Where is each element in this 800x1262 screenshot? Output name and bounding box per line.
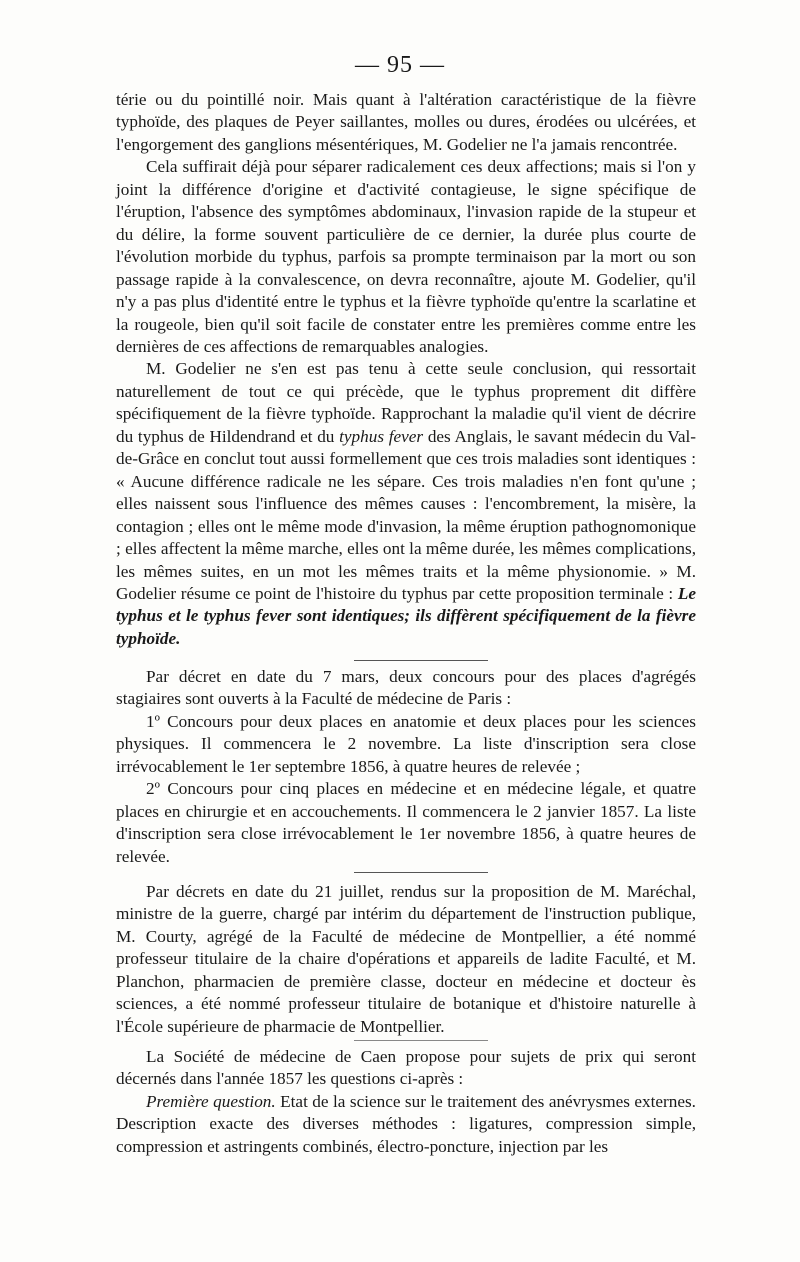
italic-term: typhus fever <box>339 426 424 446</box>
paragraph: 1º Concours pour deux places en anatomie et deux places pour les sciences physiques. Il commencera le 2 novembre. La liste d'inscription sera close irrévocablement le 1er septembre 1856, à quatre heures de relevée ; <box>116 711 696 776</box>
paragraph: Par décrets en date du 21 juillet, rendus sur la proposition de M. Maréchal, ministre de la guerre, chargé par intérim du département de l'instruction publique, M. Courty, agrégé de la Faculté de médecine de Montpellier, a été nommé professeur titulaire de la chaire d'opérations et appareils de ladite Faculté, et M. Planchon, pharmacien de première classe, docteur en médecine et docteur ès sciences, a été nommé professeur titulaire de botanique et d'histoire naturelle à l'École supérieure de pharmacie de Montpellier. <box>116 882 696 1036</box>
paragraph-text: des Anglais, le savant médecin du Val-de-Grâce en conclut tout aussi formellement que ces trois maladies sont identiques : « Aucune différence radicale ne les sépare. Ces trois maladies n'en font qu'une ; elles naissent sous l'influence des mêmes causes : l'encombrement, la misère, la contagion ; elles ont le même mode d'invasion, la même éruption pathognomonique ; elles affectent la même marche, elles ont la même durée, les mêmes complications, les mêmes suites, en un mot les mêmes traits et la même physionomie. » M. Godelier résume ce point de l'histoire du typhus par cette proposition terminale : <box>116 426 697 603</box>
section-concours-agreges <box>116 666 696 868</box>
paragraph: La Société de médecine de Caen propose pour sujets de prix qui seront décernés dans l'année 1857 les questions ci-après : <box>116 1047 696 1089</box>
paragraph: Par décret en date du 7 mars, deux concours pour des places d'agrégés stagiaires sont ouverts à la Faculté de médecine de Paris : <box>116 667 696 709</box>
section-divider <box>354 660 488 661</box>
paragraph <box>116 358 696 650</box>
section-societe-caen <box>116 1046 696 1158</box>
paragraph: Cela suffirait déjà pour séparer radicalement ces deux affections; mais si l'on y joint la différence d'origine et d'activité contagieuse, le signe spécifique de l'éruption, l'absence des symptômes abdominaux, l'invasion rapide de la stupeur et du délire, la forme souvent particulière de ce dernier, la durée plus courte de l'évolution morbide du typhus, parfois sa prompte terminaison par la mort ou son passage rapide à la convalescence, on devra reconnaître, ajoute M. Godelier, qu'il n'y a pas plus d'identité entre le typhus et la fièvre typhoïde qu'entre la scarlatine et la rougeole, bien qu'il soit facile de constater entre les premières comme entre les dernières de ces affections de remarquables analogies. <box>116 157 696 356</box>
page-number: — 95 — <box>355 52 445 78</box>
paragraph <box>116 1091 696 1158</box>
section-divider <box>354 1040 488 1041</box>
paragraph-text: Etat de la science sur le traitement des anévrysmes externes. Description exacte des diverses méthodes : ligatures, compression simple, compression et astringents combinés, électro-poncture, injection par les <box>116 1091 696 1156</box>
section-typhus-discussion <box>116 89 696 650</box>
section-divider <box>354 872 488 873</box>
section-decrets-nominations <box>116 881 696 1038</box>
paragraph: 2º Concours pour cinq places en médecine et en médecine légale, et quatre places en chirurgie et en accouchements. Il commencera le 2 janvier 1857. La liste d'inscription sera close irrévocablement le 1er novembre 1856, à quatre heures de relevée. <box>116 779 696 866</box>
paragraph-text: M. Godelier ne s'en est pas tenu à cette seule conclusion, qui ressortait naturellement de tout ce qui précède, que le typhus proprement dit diffère spécifiquement de la fièvre typhoïde. Rapprochant la maladie qu'il vient de décrire du typhus de Hildendrand et du <box>116 359 696 446</box>
question-label: Première question. <box>146 1091 276 1111</box>
italic-conclusion: Le typhus et le typhus fever sont identiques; ils diffèrent spécifiquement de la fièvre typhoïde. <box>116 583 696 648</box>
paragraph: térie ou du pointillé noir. Mais quant à l'altération caractéristique de la fièvre typhoïde, des plaques de Peyer saillantes, molles ou dures, érodées ou ulcérées, et l'engorgement des ganglions mésentériques, M. Godelier ne l'a jamais rencontrée. <box>116 90 696 154</box>
